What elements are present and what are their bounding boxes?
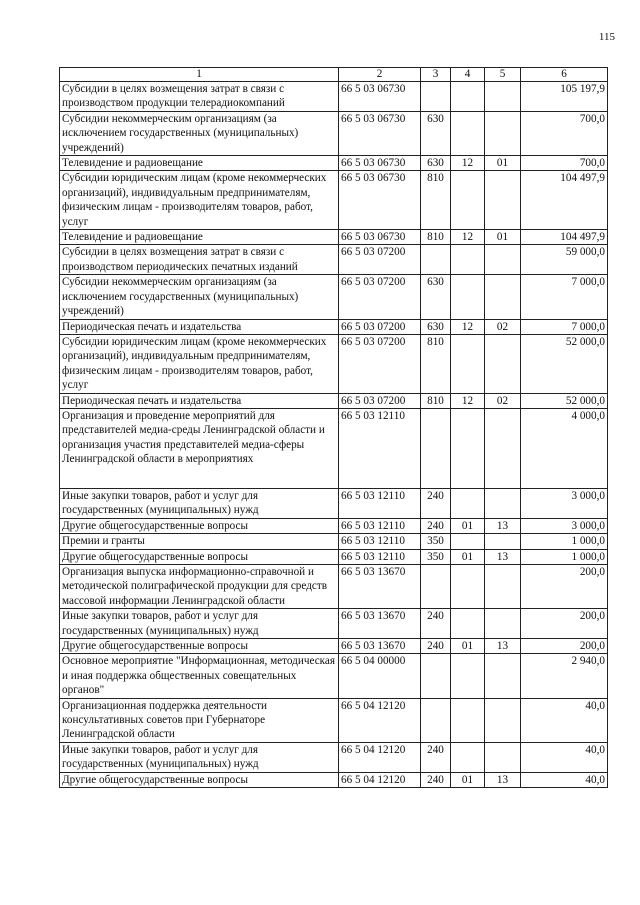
target-code-cell: 66 5 03 07200 <box>339 393 421 408</box>
row-name-cell: Субсидии юридическим лицам (кроме некоммерческих организаций), индивидуальным предпринимателям, физическим лицам - производителям товаров, работ, услуг <box>60 171 339 230</box>
amount-cell: 104 497,9 <box>521 230 608 245</box>
target-code-cell: 66 5 04 12120 <box>339 772 421 787</box>
table-row <box>60 111 608 155</box>
expense-type-cell <box>421 408 451 488</box>
row-name-cell: Иные закупки товаров, работ и услуг для государственных (муниципальных) нужд <box>60 488 339 518</box>
section-cell: 01 <box>451 518 485 533</box>
target-code-cell: 66 5 03 07200 <box>339 275 421 319</box>
section-cell <box>451 564 485 608</box>
target-code-cell: 66 5 03 06730 <box>339 82 421 112</box>
subsection-cell <box>485 609 521 639</box>
table-row <box>60 518 608 533</box>
section-cell: 01 <box>451 639 485 654</box>
table-row <box>60 488 608 518</box>
target-code-cell: 66 5 03 06730 <box>339 171 421 230</box>
table-row <box>60 698 608 742</box>
section-cell <box>451 334 485 393</box>
subsection-cell: 13 <box>485 518 521 533</box>
target-code-cell: 66 5 04 12120 <box>339 698 421 742</box>
column-header: 1 <box>60 68 339 82</box>
table-body <box>60 82 608 788</box>
subsection-cell: 13 <box>485 639 521 654</box>
column-header: 6 <box>521 68 608 82</box>
row-name-cell: Телевидение и радиовещание <box>60 156 339 171</box>
table-header-row <box>60 68 608 82</box>
section-cell <box>451 534 485 549</box>
subsection-cell <box>485 275 521 319</box>
target-code-cell: 66 5 03 13670 <box>339 609 421 639</box>
target-code-cell: 66 5 03 06730 <box>339 230 421 245</box>
amount-cell: 2 940,0 <box>521 654 608 698</box>
row-name-cell: Иные закупки товаров, работ и услуг для государственных (муниципальных) нужд <box>60 742 339 772</box>
amount-cell: 40,0 <box>521 742 608 772</box>
row-name-cell: Субсидии некоммерческим организациям (за исключением государственных (муниципальных) учреждений) <box>60 275 339 319</box>
amount-cell: 700,0 <box>521 156 608 171</box>
row-name-cell: Организация выпуска информационно-справочной и методической полиграфической продукции для средств массовой информации Ленинградской области <box>60 564 339 608</box>
expense-type-cell <box>421 654 451 698</box>
target-code-cell: 66 5 04 12120 <box>339 742 421 772</box>
subsection-cell <box>485 171 521 230</box>
target-code-cell: 66 5 03 12110 <box>339 549 421 564</box>
section-cell: 12 <box>451 319 485 334</box>
section-cell <box>451 275 485 319</box>
amount-cell: 200,0 <box>521 564 608 608</box>
expense-type-cell: 240 <box>421 742 451 772</box>
subsection-cell <box>485 408 521 488</box>
row-name-cell: Организационная поддержка деятельности консультативных советов при Губернаторе Ленинградской области <box>60 698 339 742</box>
row-name-cell: Другие общегосударственные вопросы <box>60 549 339 564</box>
table-row <box>60 230 608 245</box>
row-name-cell: Другие общегосударственные вопросы <box>60 639 339 654</box>
row-name-cell: Премии и гранты <box>60 534 339 549</box>
target-code-cell: 66 5 03 13670 <box>339 564 421 608</box>
expense-type-cell: 810 <box>421 230 451 245</box>
target-code-cell: 66 5 03 12110 <box>339 518 421 533</box>
table-row <box>60 534 608 549</box>
amount-cell: 200,0 <box>521 609 608 639</box>
subsection-cell <box>485 654 521 698</box>
amount-cell: 700,0 <box>521 111 608 155</box>
section-cell <box>451 698 485 742</box>
expense-type-cell <box>421 564 451 608</box>
target-code-cell: 66 5 03 07200 <box>339 319 421 334</box>
subsection-cell <box>485 564 521 608</box>
target-code-cell: 66 5 03 12110 <box>339 534 421 549</box>
target-code-cell: 66 5 03 12110 <box>339 408 421 488</box>
expense-type-cell: 240 <box>421 518 451 533</box>
section-cell: 01 <box>451 549 485 564</box>
subsection-cell <box>485 698 521 742</box>
amount-cell: 104 497,9 <box>521 171 608 230</box>
row-name-cell: Другие общегосударственные вопросы <box>60 518 339 533</box>
amount-cell: 52 000,0 <box>521 334 608 393</box>
subsection-cell: 01 <box>485 230 521 245</box>
amount-cell: 105 197,9 <box>521 82 608 112</box>
section-cell: 12 <box>451 230 485 245</box>
column-header: 5 <box>485 68 521 82</box>
row-name-cell: Основное мероприятие "Информационная, методическая и иная поддержка общественных совещательных органов" <box>60 654 339 698</box>
column-header: 2 <box>339 68 421 82</box>
amount-cell: 7 000,0 <box>521 275 608 319</box>
amount-cell: 59 000,0 <box>521 245 608 275</box>
amount-cell: 1 000,0 <box>521 549 608 564</box>
table-row <box>60 82 608 112</box>
section-cell <box>451 488 485 518</box>
subsection-cell <box>485 245 521 275</box>
table-row <box>60 772 608 787</box>
expense-type-cell: 240 <box>421 609 451 639</box>
subsection-cell: 02 <box>485 319 521 334</box>
expense-type-cell: 350 <box>421 534 451 549</box>
expense-type-cell: 630 <box>421 111 451 155</box>
subsection-cell <box>485 334 521 393</box>
expense-type-cell <box>421 245 451 275</box>
table-row <box>60 245 608 275</box>
expense-type-cell: 630 <box>421 319 451 334</box>
table-row <box>60 334 608 393</box>
subsection-cell: 13 <box>485 549 521 564</box>
row-name-cell: Субсидии в целях возмещения затрат в связи с производством периодических печатных изданий <box>60 245 339 275</box>
column-header: 3 <box>421 68 451 82</box>
subsection-cell <box>485 111 521 155</box>
table-row <box>60 156 608 171</box>
row-name-cell: Субсидии в целях возмещения затрат в связи с производством продукции телерадиокомпаний <box>60 82 339 112</box>
table-row <box>60 171 608 230</box>
expense-type-cell: 240 <box>421 488 451 518</box>
section-cell <box>451 171 485 230</box>
row-name-cell: Субсидии некоммерческим организациям (за исключением государственных (муниципальных) учреждений) <box>60 111 339 155</box>
section-cell <box>451 408 485 488</box>
row-name-cell: Периодическая печать и издательства <box>60 393 339 408</box>
row-name-cell: Другие общегосударственные вопросы <box>60 772 339 787</box>
target-code-cell: 66 5 03 12110 <box>339 488 421 518</box>
section-cell <box>451 111 485 155</box>
expense-type-cell: 630 <box>421 156 451 171</box>
table-row <box>60 609 608 639</box>
row-name-cell: Иные закупки товаров, работ и услуг для государственных (муниципальных) нужд <box>60 609 339 639</box>
page-number: 115 <box>598 31 615 43</box>
table-row <box>60 319 608 334</box>
section-cell: 12 <box>451 156 485 171</box>
section-cell <box>451 742 485 772</box>
expense-type-cell: 810 <box>421 171 451 230</box>
table-row <box>60 654 608 698</box>
target-code-cell: 66 5 04 00000 <box>339 654 421 698</box>
target-code-cell: 66 5 03 07200 <box>339 334 421 393</box>
amount-cell: 40,0 <box>521 698 608 742</box>
amount-cell: 1 000,0 <box>521 534 608 549</box>
subsection-cell <box>485 742 521 772</box>
expense-type-cell: 240 <box>421 639 451 654</box>
table-row <box>60 275 608 319</box>
table-row <box>60 639 608 654</box>
table-row <box>60 408 608 488</box>
table-row <box>60 549 608 564</box>
subsection-cell <box>485 534 521 549</box>
target-code-cell: 66 5 03 07200 <box>339 245 421 275</box>
amount-cell: 7 000,0 <box>521 319 608 334</box>
expense-type-cell <box>421 82 451 112</box>
expense-type-cell: 810 <box>421 393 451 408</box>
budget-table <box>59 67 608 788</box>
target-code-cell: 66 5 03 06730 <box>339 111 421 155</box>
table-row <box>60 393 608 408</box>
amount-cell: 40,0 <box>521 772 608 787</box>
section-cell: 01 <box>451 772 485 787</box>
expense-type-cell: 350 <box>421 549 451 564</box>
amount-cell: 3 000,0 <box>521 488 608 518</box>
row-name-cell: Периодическая печать и издательства <box>60 319 339 334</box>
expense-type-cell: 810 <box>421 334 451 393</box>
subsection-cell: 02 <box>485 393 521 408</box>
row-name-cell: Организация и проведение мероприятий для представителей медиа-среды Ленинградской области и организация участия представителей медиа-сферы Ленинградской области в мероприятиях <box>60 408 339 488</box>
subsection-cell <box>485 82 521 112</box>
amount-cell: 3 000,0 <box>521 518 608 533</box>
section-cell <box>451 82 485 112</box>
column-header: 4 <box>451 68 485 82</box>
section-cell <box>451 245 485 275</box>
table-row <box>60 564 608 608</box>
subsection-cell: 01 <box>485 156 521 171</box>
expense-type-cell: 630 <box>421 275 451 319</box>
expense-type-cell: 240 <box>421 772 451 787</box>
amount-cell: 200,0 <box>521 639 608 654</box>
section-cell <box>451 654 485 698</box>
section-cell <box>451 609 485 639</box>
row-name-cell: Субсидии юридическим лицам (кроме некоммерческих организаций), индивидуальным предпринимателям, физическим лицам - производителям товаров, работ, услуг <box>60 334 339 393</box>
subsection-cell: 13 <box>485 772 521 787</box>
amount-cell: 4 000,0 <box>521 408 608 488</box>
amount-cell: 52 000,0 <box>521 393 608 408</box>
row-name-cell: Телевидение и радиовещание <box>60 230 339 245</box>
section-cell: 12 <box>451 393 485 408</box>
expense-type-cell <box>421 698 451 742</box>
table-row <box>60 742 608 772</box>
subsection-cell <box>485 488 521 518</box>
target-code-cell: 66 5 03 06730 <box>339 156 421 171</box>
target-code-cell: 66 5 03 13670 <box>339 639 421 654</box>
